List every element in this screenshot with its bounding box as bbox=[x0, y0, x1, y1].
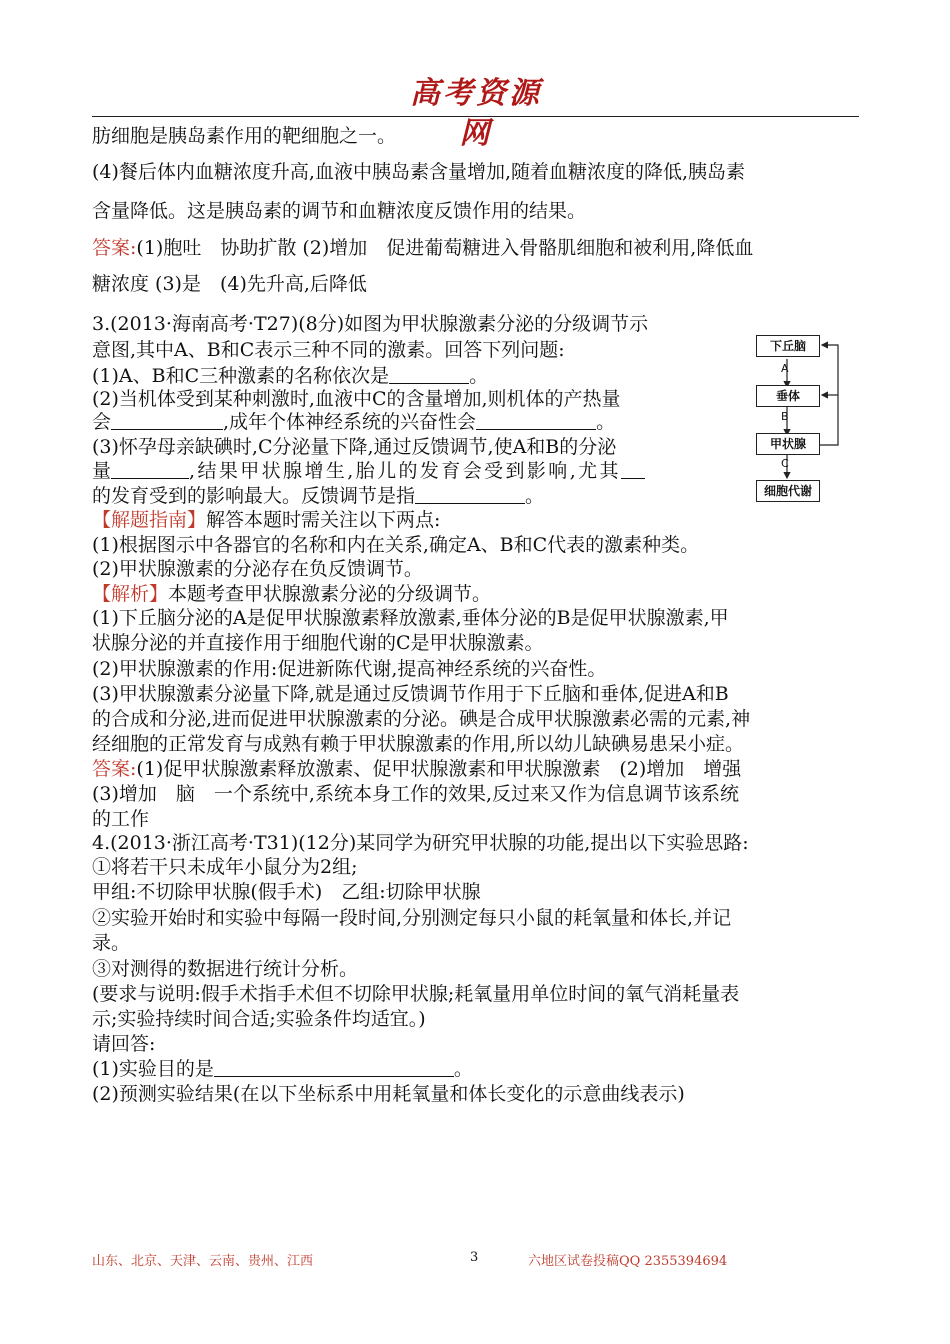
question-line: 录。 bbox=[92, 932, 131, 954]
answer-blank[interactable] bbox=[111, 458, 189, 479]
question-line: (2)预测实验结果(在以下坐标系中用耗氧量和体长变化的示意曲线表示) bbox=[92, 1083, 685, 1105]
answer-label: 答案: bbox=[92, 758, 137, 780]
cell-metabolism-box: 细胞代谢 bbox=[756, 480, 820, 502]
text-line: 状腺分泌的并直接作用于细胞代谢的C是甲状腺激素。 bbox=[92, 632, 544, 654]
question-line bbox=[92, 457, 862, 485]
text-line: (3)甲状腺激素分泌量下降,就是通过反馈调节作用于下丘脑和垂体,促进A和B bbox=[92, 683, 729, 705]
answer-blank[interactable] bbox=[111, 409, 223, 430]
label-a: A bbox=[781, 362, 789, 375]
guide-label: 【解题指南】 bbox=[92, 509, 207, 531]
text-line: (1)根据图示中各器官的名称和内在关系,确定A、B和C代表的激素种类。 bbox=[92, 534, 700, 556]
footer-regions: 山东、北京、天津、云南、贵州、江西 bbox=[92, 1254, 314, 1269]
question-line: 意图,其中A、B和C表示三种不同的激素。回答下列问题: bbox=[92, 339, 565, 361]
question-line: (3)怀孕母亲缺碘时,C分泌量下降,通过反馈调节,使A和B的分泌 bbox=[92, 436, 617, 458]
question-line: ②实验开始时和实验中每隔一段时间,分别测定每只小鼠的耗氧量和体长,并记 bbox=[92, 907, 732, 929]
site-logo: 高考资源网 bbox=[410, 76, 542, 151]
question-line: 甲组:不切除甲状腺(假手术) 乙组:切除甲状腺 bbox=[92, 881, 481, 903]
label-c: C bbox=[781, 457, 789, 470]
guide-line bbox=[92, 506, 862, 534]
footer-contact: 六地区试卷投稿QQ 2355394694 bbox=[528, 1254, 728, 1269]
question-text: (1)实验目的是 bbox=[92, 1058, 214, 1080]
question-text: 。 bbox=[469, 365, 489, 387]
text-line: (4)餐后体内血糖浓度升高,血液中胰岛素含量增加,随着血糖浓度的降低,胰岛素 bbox=[92, 161, 746, 183]
question-line: 示;实验持续时间合适;实验条件均适宜。) bbox=[92, 1008, 426, 1030]
text-line: 经细胞的正常发育与成熟有赖于甲状腺激素的作用,所以幼儿缺碘易患呆小症。 bbox=[92, 733, 745, 755]
question-text: 的发育受到的影响最大。反馈调节是指 bbox=[92, 485, 416, 507]
question-line bbox=[92, 1055, 862, 1083]
thyroid-regulation-diagram bbox=[748, 330, 858, 505]
question-line: ①将若干只未成年小鼠分为2组; bbox=[92, 856, 358, 878]
question-text: 会 bbox=[92, 411, 112, 433]
question-line: (2)当机体受到某种刺激时,血液中C的含量增加,则机体的产热量 bbox=[92, 388, 621, 410]
hypothalamus-box: 下丘脑 bbox=[756, 335, 820, 357]
answer-blank[interactable] bbox=[389, 363, 469, 384]
text-line: (2)甲状腺激素的分泌存在负反馈调节。 bbox=[92, 558, 423, 580]
answer-line bbox=[92, 234, 862, 262]
question-text: ,成年个体神经系统的兴奋性会 bbox=[223, 411, 477, 433]
answer-text: (1)胞吐 协助扩散 (2)增加 促进葡萄糖进入骨骼肌细胞和被利用,降低血 bbox=[136, 237, 754, 259]
question-line: 3.(2013·海南高考·T27)(8分)如图为甲状腺激素分泌的分级调节示 bbox=[92, 313, 649, 335]
text-line: 的合成和分泌,进而促进甲状腺激素的分泌。碘是合成甲状腺激素必需的元素,神 bbox=[92, 708, 751, 730]
question-line: 4.(2013·浙江高考·T31)(12分)某同学为研究甲状腺的功能,提出以下实验思路: bbox=[92, 832, 749, 854]
answer-label: 答案: bbox=[92, 237, 137, 259]
page-number: 3 bbox=[470, 1250, 479, 1265]
question-text: 。 bbox=[525, 485, 545, 507]
question-line bbox=[92, 408, 862, 436]
pituitary-box: 垂体 bbox=[756, 385, 820, 407]
question-line: 请回答: bbox=[92, 1033, 156, 1055]
guide-text: 解答本题时需关注以下两点: bbox=[206, 509, 441, 531]
question-line: ③对测得的数据进行统计分析。 bbox=[92, 958, 359, 980]
text-line: 含量降低。这是胰岛素的调节和血糖浓度反馈作用的结果。 bbox=[92, 200, 587, 222]
question-text: 。 bbox=[596, 411, 616, 433]
answer-blank[interactable] bbox=[214, 1056, 454, 1077]
analysis-text: 本题考查甲状腺激素分泌的分级调节。 bbox=[168, 583, 492, 605]
question-text: 。 bbox=[453, 1058, 473, 1080]
answer-line: (3)增加 脑 一个系统中,系统本身工作的效果,反过来又作为信息调节该系统 bbox=[92, 783, 739, 805]
question-line: (要求与说明:假手术指手术但不切除甲状腺;耗氧量用单位时间的氧气消耗量表 bbox=[92, 983, 740, 1005]
answer-line: 的工作 bbox=[92, 808, 150, 830]
text-line: 肪细胞是胰岛素作用的靶细胞之一。 bbox=[92, 125, 397, 147]
question-text: (1)A、B和C三种激素的名称依次是 bbox=[92, 365, 390, 387]
answer-blank[interactable] bbox=[476, 409, 596, 430]
analysis-label: 【解析】 bbox=[92, 583, 169, 605]
answer-text: (1)促甲状腺激素释放激素、促甲状腺激素和甲状腺激素 (2)增加 增强 bbox=[136, 758, 742, 780]
text-line: (2)甲状腺激素的作用:促进新陈代谢,提高神经系统的兴奋性。 bbox=[92, 658, 607, 680]
label-b: B bbox=[781, 410, 789, 423]
thyroid-box: 甲状腺 bbox=[756, 433, 820, 455]
question-text: ,结果甲状腺增生,胎儿的发育会受到影响,尤其 bbox=[189, 460, 621, 482]
answer-line bbox=[92, 755, 862, 783]
answer-blank[interactable] bbox=[415, 483, 525, 504]
text-line: (1)下丘脑分泌的A是促甲状腺激素释放激素,垂体分泌的B是促甲状腺激素,甲 bbox=[92, 607, 729, 629]
answer-line: 糖浓度 (3)是 (4)先升高,后降低 bbox=[92, 273, 367, 295]
question-text: 量 bbox=[92, 460, 112, 482]
header-rule bbox=[92, 116, 859, 117]
answer-blank[interactable] bbox=[621, 458, 645, 479]
